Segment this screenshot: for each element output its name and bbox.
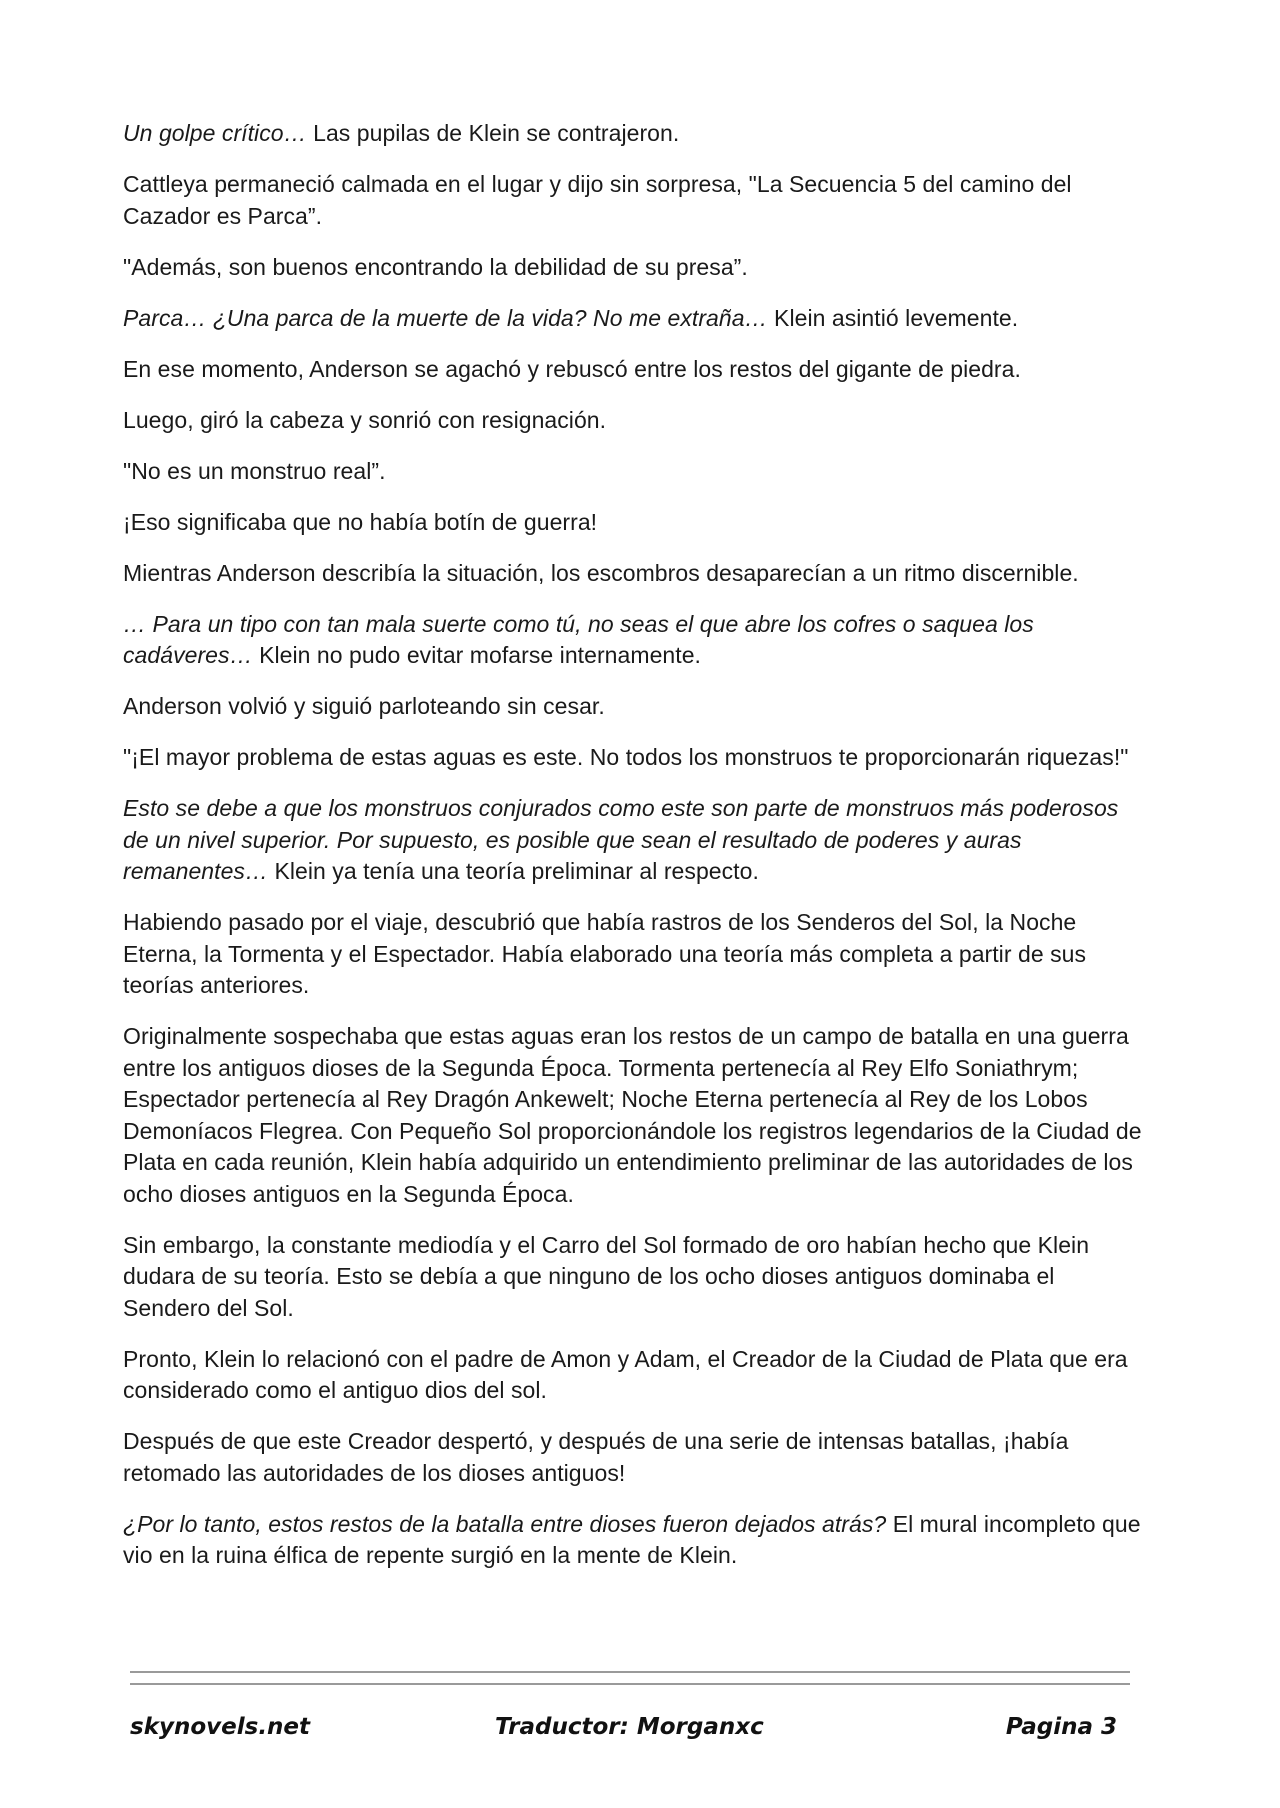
footer-translator: Traductor: Morganxc xyxy=(495,1714,764,1740)
paragraph-text-run: "No es un monstruo real”. xyxy=(123,457,386,484)
paragraph-text-run: Cattleya permaneció calmada en el lugar y dijo sin sorpresa, "La Secuencia 5 del camino del Cazador es Parca”. xyxy=(123,171,1072,229)
paragraph-text-run: Pronto, Klein lo relacionó con el padre de Amon y Adam, el Creador de la Ciudad de Plata que era considerado como el antiguo dios del sol. xyxy=(123,1345,1128,1403)
paragraph-text-run: "Además, son buenos encontrando la debilidad de su presa”. xyxy=(123,253,748,280)
chapter-body xyxy=(123,118,1143,1591)
paragraph-text-run: Sin embargo, la constante mediodía y el Carro del Sol formado de oro habían hecho que Klein dudara de su teoría. Esto se debía a que ninguno de los ocho dioses antiguos dominaba el Sendero del Sol. xyxy=(123,1231,1090,1321)
paragraph xyxy=(123,1021,1143,1210)
paragraph-text-run: Klein no pudo evitar mofarse internamente. xyxy=(252,642,701,668)
paragraph xyxy=(123,456,1143,488)
paragraph xyxy=(123,252,1143,284)
paragraph-text-run: Mientras Anderson describía la situación, los escombros desaparecían a un ritmo discernible. xyxy=(123,559,1079,586)
footer-page-number: Pagina 3 xyxy=(1005,1714,1117,1740)
paragraph xyxy=(123,793,1143,888)
paragraph xyxy=(123,742,1143,774)
paragraph xyxy=(123,907,1143,1002)
paragraph xyxy=(123,1509,1143,1572)
paragraph-text-run: Klein ya tenía una teoría preliminar al respecto. xyxy=(268,858,759,884)
paragraph xyxy=(123,118,1143,150)
paragraph xyxy=(123,1344,1143,1407)
paragraph xyxy=(123,558,1143,590)
paragraph-text-run: Luego, giró la cabeza y sonrió con resignación. xyxy=(123,406,607,433)
paragraph xyxy=(123,1230,1143,1325)
paragraph-italic-run: Un golpe crítico… xyxy=(123,120,307,146)
paragraph xyxy=(123,303,1143,335)
paragraph-text-run: Habiendo pasado por el viaje, descubrió que había rastros de los Senderos del Sol, la Noche Eterna, la Tormenta y el Espectador. Había elaborado una teoría más completa a partir de sus teorías anteriores. xyxy=(123,909,1087,998)
paragraph-text-run: El mural incompleto que vio en la ruina élfica de repente surgió en la mente de Klein. xyxy=(123,1510,1141,1568)
paragraph xyxy=(123,1426,1143,1489)
paragraph xyxy=(123,691,1143,723)
paragraph-italic-run: Parca… ¿Una parca de la muerte de la vida? No me extraña… xyxy=(123,304,768,331)
paragraph-text-run: Originalmente sospechaba que estas aguas eran los restos de un campo de batalla en una guerra entre los antiguos dioses de la Segunda Época. Tormenta pertenecía al Rey Elfo Soniathrym; Espectador pertenecía al Rey Dragón Ankewelt; Noche Eterna pertenecía al Rey de los Lobos Demoníacos Flegrea. Con Pequeño Sol proporcionándole los registros legendarios de la Ciudad de Plata en cada reunión, Klein había adquirido un entendimiento preliminar de las autoridades de los ocho dioses antiguos en la Segunda Época. xyxy=(123,1023,1142,1207)
paragraph-italic-run: Esto se debe a que los monstruos conjurados como este son parte de monstruos más poderosos de un nivel superior. Por supuesto, es posible que sean el resultado de poderes y auras remanentes… xyxy=(123,795,1119,884)
paragraph xyxy=(123,405,1143,437)
paragraph-italic-run: ¿Por lo tanto, estos restos de la batalla entre dioses fueron dejados atrás? xyxy=(123,1510,887,1537)
footer-divider-top xyxy=(130,1671,1130,1673)
paragraph-text-run: Anderson volvió y siguió parloteando sin cesar. xyxy=(123,693,605,719)
paragraph xyxy=(123,169,1143,232)
footer-divider-bottom xyxy=(130,1683,1130,1685)
paragraph xyxy=(123,354,1143,386)
paragraph-text-run: ¡Eso significaba que no había botín de guerra! xyxy=(123,508,598,535)
paragraph-text-run: Después de que este Creador despertó, y después de una serie de intensas batallas, ¡había retomado las autoridades de los dioses antiguos! xyxy=(123,1428,1069,1486)
paragraph-text-run: "¡El mayor problema de estas aguas es este. No todos los monstruos te proporcionarán riquezas!" xyxy=(123,744,1129,770)
paragraph xyxy=(123,609,1143,672)
footer-site: skynovels.net xyxy=(130,1714,311,1740)
paragraph xyxy=(123,507,1143,539)
paragraph-text-run: Las pupilas de Klein se contrajeron. xyxy=(306,120,680,146)
paragraph-italic-run: … Para un tipo con tan mala suerte como tú, no seas el que abre los cofres o saquea los cadáveres… xyxy=(123,610,1034,668)
paragraph-text-run: En ese momento, Anderson se agachó y rebuscó entre los restos del gigante de piedra. xyxy=(123,355,1021,382)
paragraph-text-run: Klein asintió levemente. xyxy=(767,304,1019,331)
